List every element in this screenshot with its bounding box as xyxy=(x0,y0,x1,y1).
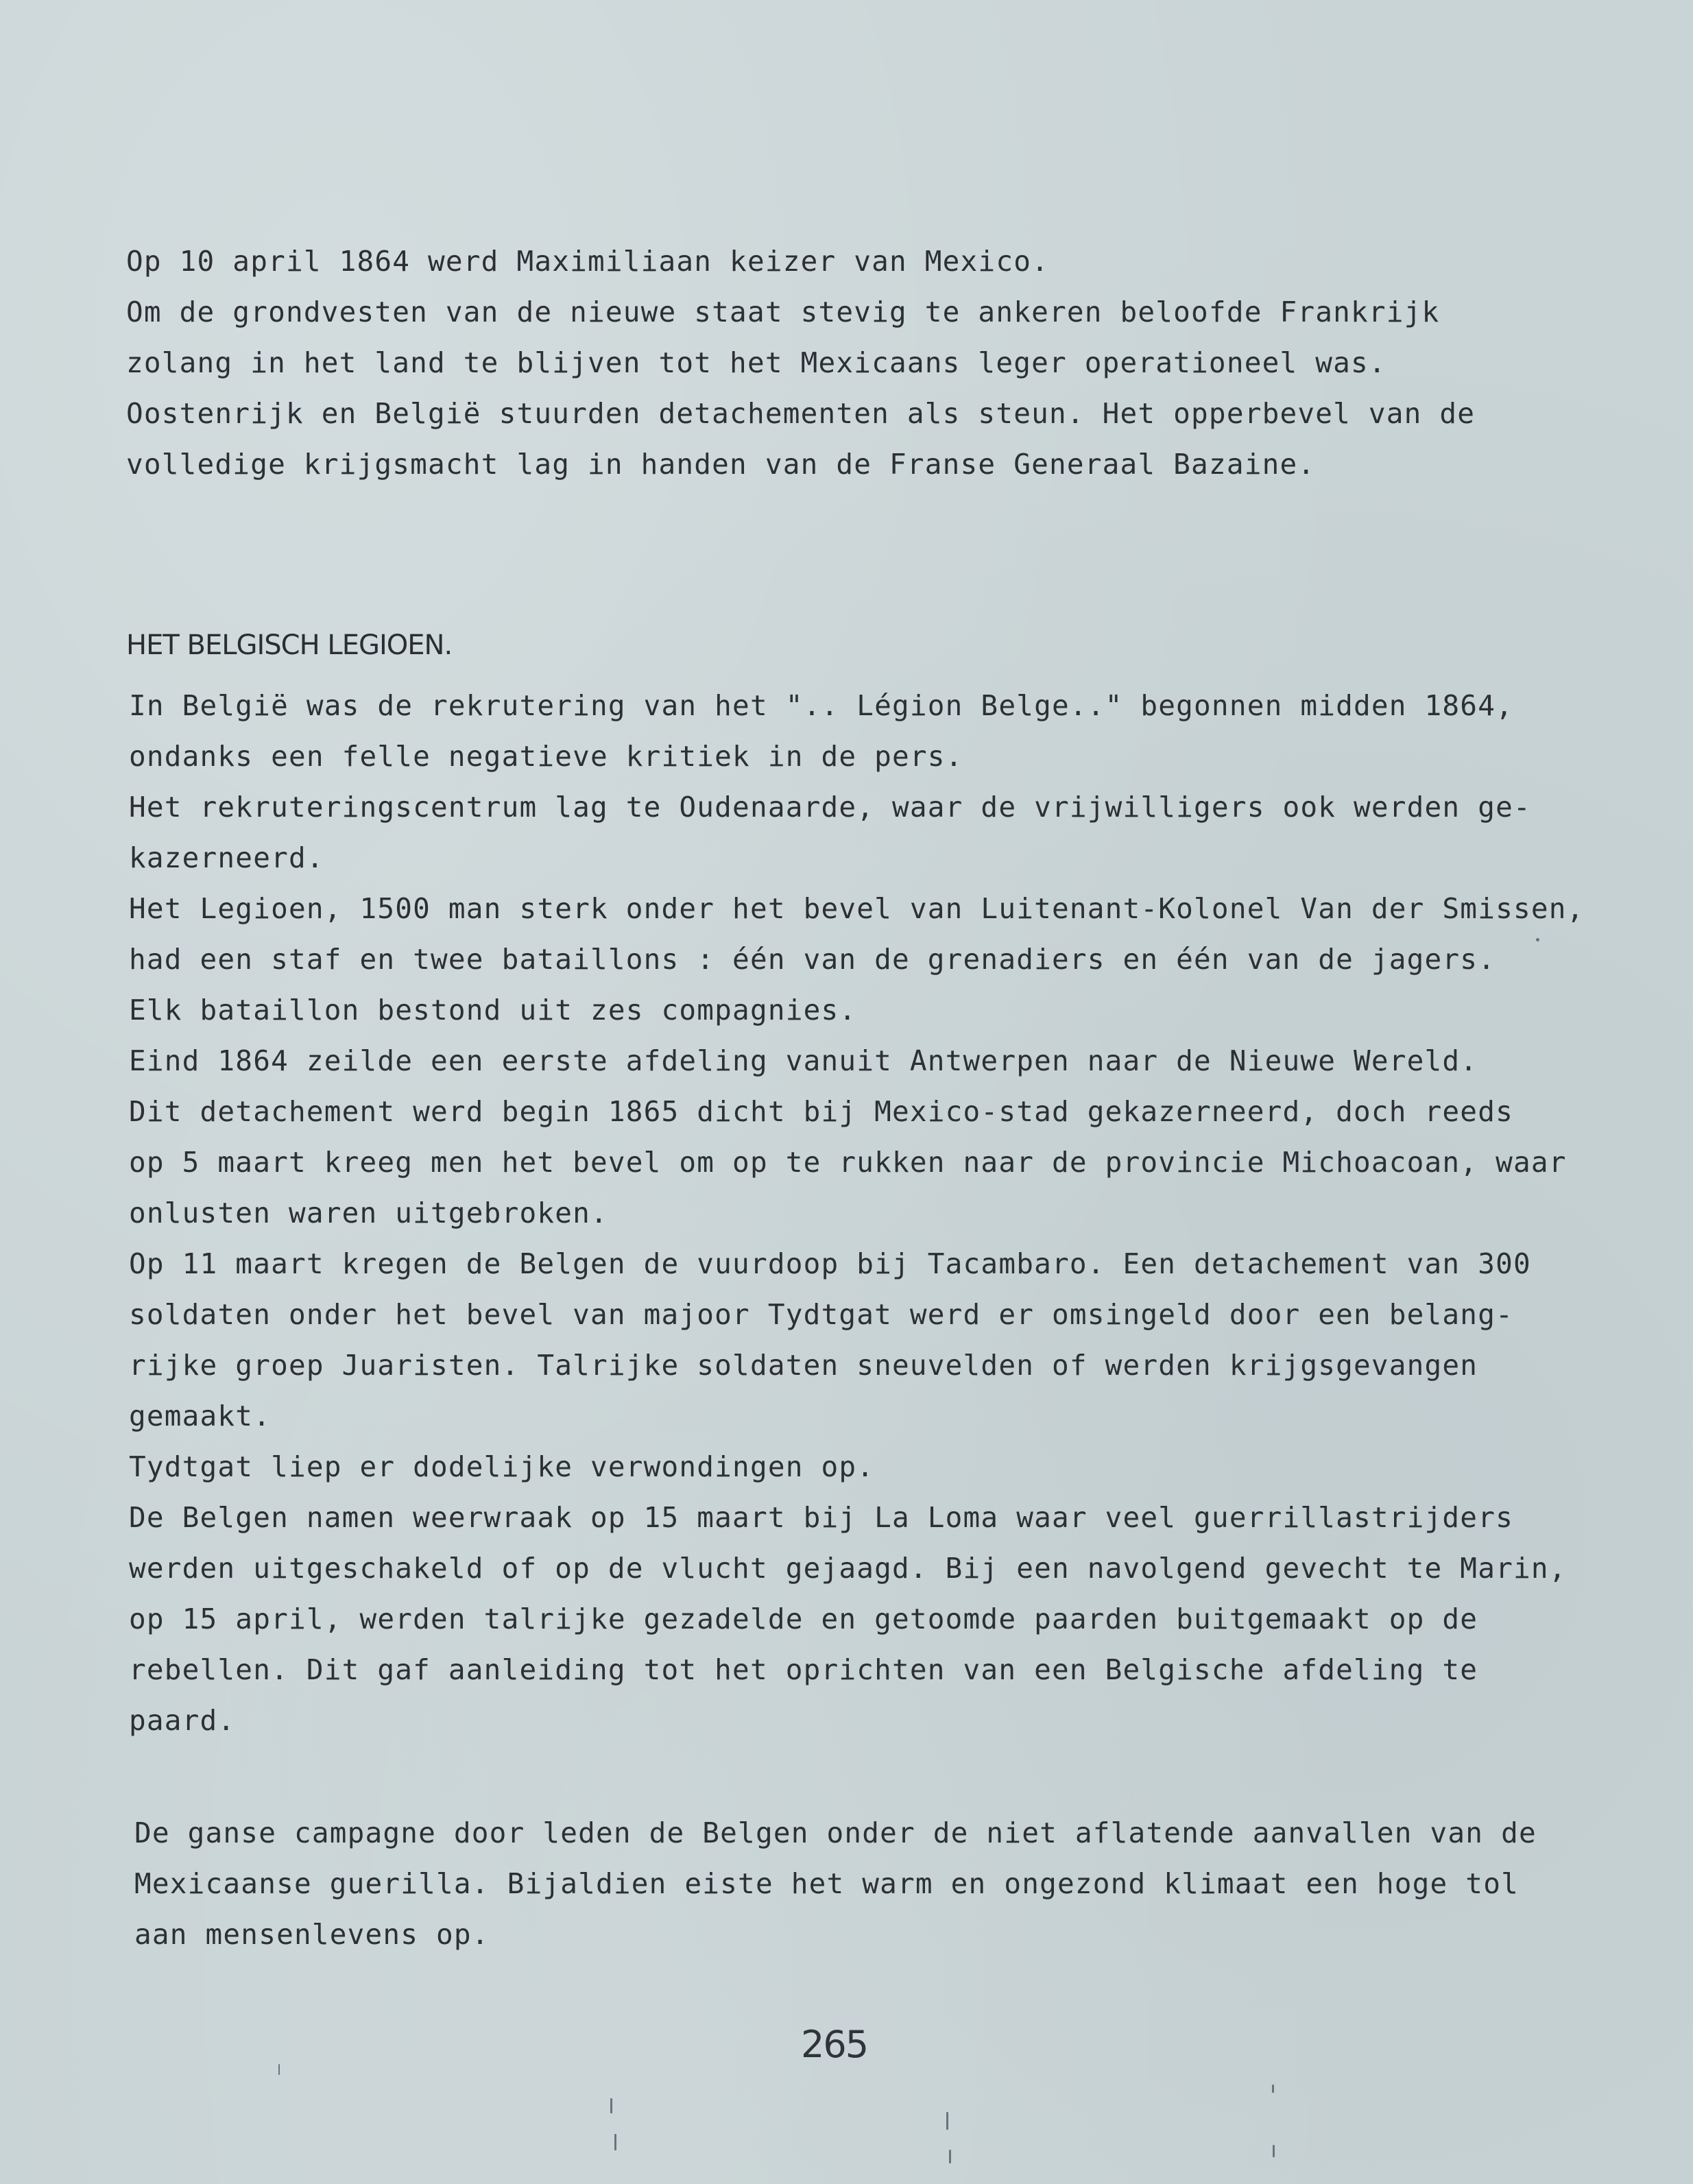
text-line: De Belgen namen weerwraak op 15 maart bij La Loma waar veel guerrillastrijders xyxy=(129,1501,1513,1534)
text-line: Het Legioen, 1500 man sterk onder het bevel van Luitenant-Kolonel Van der Smissen, xyxy=(129,892,1585,925)
text-line: werden uitgeschakeld of op de vlucht gejaagd. Bij een navolgend gevecht te Marin, xyxy=(129,1552,1567,1585)
text-line: In België was de rekrutering van het ".. Légion Belge.." begonnen midden 1864, xyxy=(129,689,1513,722)
text-line: had een staf en twee bataillons : één van de grenadiers en één van de jagers. xyxy=(129,943,1496,976)
text-line: paard. xyxy=(129,1704,236,1737)
page-number: 265 xyxy=(801,2023,868,2066)
text-line: Dit detachement werd begin 1865 dicht bij Mexico-stad gekazerneerd, doch reeds xyxy=(129,1095,1513,1128)
scan-speck xyxy=(949,2150,951,2163)
text-line: volledige krijgsmacht lag in handen van de Franse Generaal Bazaine. xyxy=(126,448,1316,481)
scan-speck xyxy=(946,2112,948,2130)
legion-paragraph xyxy=(129,680,1596,1746)
text-line: soldaten onder het bevel van majoor Tydtgat werd er omsingeld door een belang- xyxy=(129,1298,1513,1331)
text-line: Elk bataillon bestond uit zes compagnies. xyxy=(129,994,857,1027)
text-line: Om de grondvesten van de nieuwe staat stevig te ankeren beloofde Frankrijk xyxy=(126,296,1440,328)
text-line: rebellen. Dit gaf aanleiding tot het oprichten van een Belgische afdeling te xyxy=(129,1653,1478,1686)
scan-speck xyxy=(610,2098,612,2113)
scan-speck xyxy=(278,2064,280,2075)
text-line: onlusten waren uitgebroken. xyxy=(129,1197,608,1229)
scan-speck xyxy=(1272,2085,1274,2093)
text-line: Op 11 maart kregen de Belgen de vuurdoop bij Tacambaro. Een detachement van 300 xyxy=(129,1247,1531,1280)
text-line: op 5 maart kreeg men het bevel om op te rukken naar de provincie Michoacoan, waar xyxy=(129,1146,1567,1179)
text-line: Op 10 april 1864 werd Maximiliaan keizer van Mexico. xyxy=(126,245,1049,278)
text-line: Oostenrijk en België stuurden detachementen als steun. Het opperbevel van de xyxy=(126,397,1476,430)
text-line: kazerneerd. xyxy=(129,841,324,874)
text-line: Het rekruteringscentrum lag te Oudenaarde, waar de vrijwilligers ook werden ge- xyxy=(129,791,1531,824)
text-line: op 15 april, werden talrijke gezadelde en getoomde paarden buitgemaakt op de xyxy=(129,1603,1478,1635)
scan-speck xyxy=(1536,938,1539,941)
scan-speck xyxy=(1273,2145,1275,2157)
scan-speck xyxy=(614,2134,616,2150)
text-line: aan mensenlevens op. xyxy=(134,1918,490,1951)
text-line: Eind 1864 zeilde een eerste afdeling vanuit Antwerpen naar de Nieuwe Wereld. xyxy=(129,1044,1478,1077)
section-heading: HET BELGISCH LEGIOEN. xyxy=(126,629,453,661)
text-line: gemaakt. xyxy=(129,1400,272,1432)
text-line: rijke groep Juaristen. Talrijke soldaten sneuvelden of werden krijgsgevangen xyxy=(129,1349,1478,1382)
text-line: Mexicaanse guerilla. Bijaldien eiste het warm en ongezond klimaat een hoge tol xyxy=(134,1867,1519,1900)
intro-paragraph xyxy=(126,236,1594,490)
text-line: zolang in het land te blijven tot het Mexicaans leger operationeel was. xyxy=(126,346,1386,379)
text-line: Tydtgat liep er dodelijke verwondingen op. xyxy=(129,1450,875,1483)
text-line: ondanks een felle negatieve kritiek in de pers. xyxy=(129,740,963,773)
campaign-paragraph xyxy=(134,1808,1602,1960)
text-line: De ganse campagne door leden de Belgen onder de niet aflatende aanvallen van de xyxy=(134,1816,1537,1849)
